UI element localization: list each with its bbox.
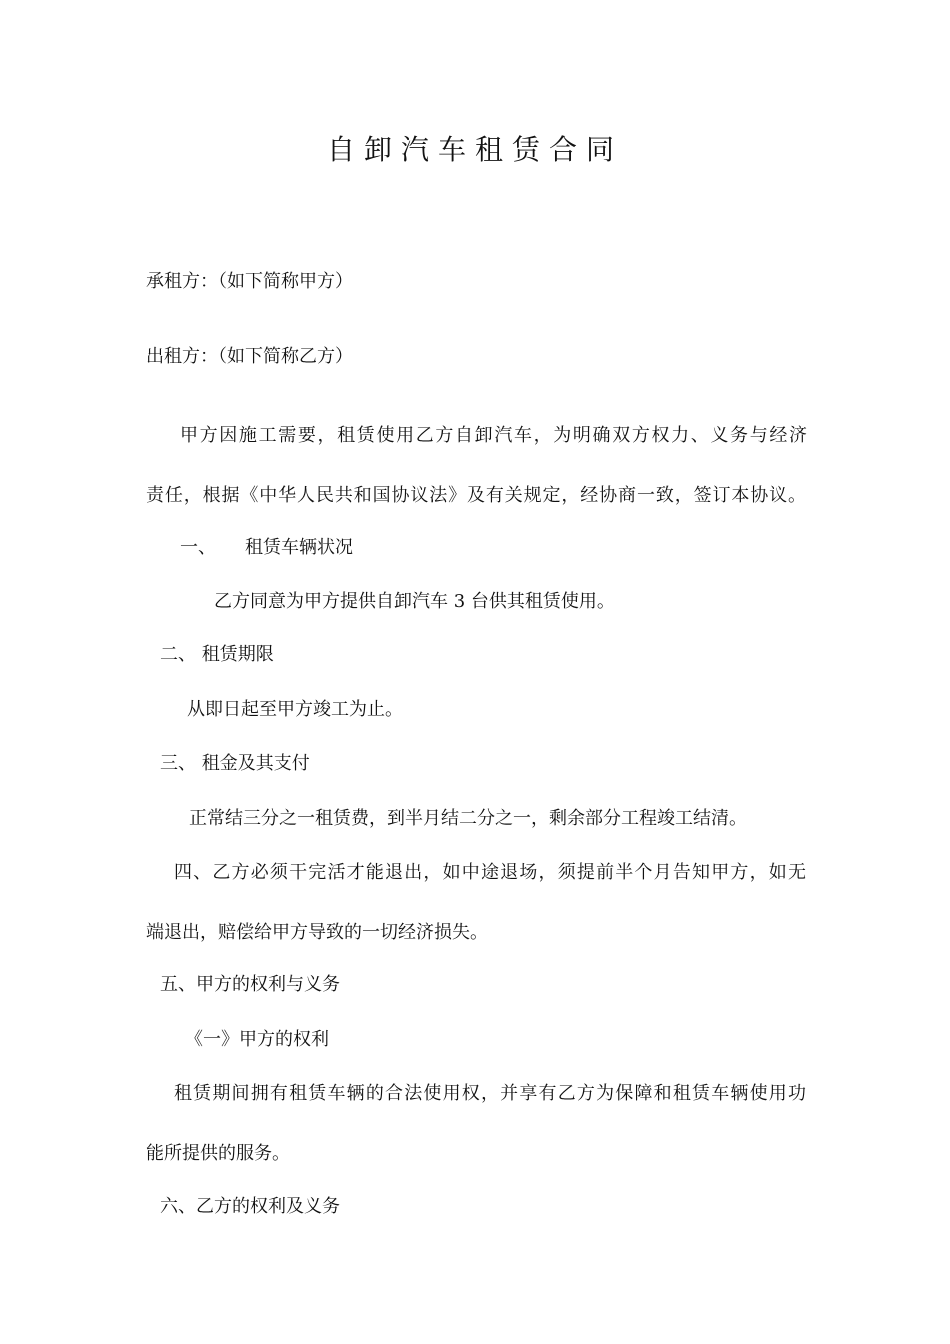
section-6-heading: 六、乙方的权利及义务 [160, 1196, 340, 1217]
section-1-number: 一、 [180, 537, 216, 558]
section-4-line-2: 端退出，赔偿给甲方导致的一切经济损失。 [146, 922, 488, 943]
intro-paragraph-line-2: 责任，根据《中华人民共和国协议法》及有关规定，经协商一致，签订本协议。 [146, 485, 806, 506]
section-5-subheading-1: 《一》甲方的权利 [185, 1029, 329, 1050]
section-5-body-line-2: 能所提供的服务。 [146, 1143, 290, 1164]
section-1-body: 乙方同意为甲方提供自卸汽车 3 台供其租赁使用。 [214, 591, 615, 612]
section-3-body: 正常结三分之一租赁费，到半月结二分之一，剩余部分工程竣工结清。 [189, 808, 747, 829]
section-3-heading: 三、 租金及其支付 [160, 753, 310, 774]
lessor-line: 出租方：（如下简称乙方） [146, 346, 353, 367]
section-1-heading: 租赁车辆状况 [245, 537, 353, 558]
section-5-heading: 五、甲方的权利与义务 [160, 974, 340, 995]
lessee-line: 承租方：（如下简称甲方） [146, 271, 353, 292]
section-5-body-line-1: 租赁期间拥有租赁车辆的合法使用权，并享有乙方为保障和租赁车辆使用功 [174, 1083, 806, 1104]
intro-paragraph-line-1: 甲方因施工需要，租赁使用乙方自卸汽车，为明确双方权力、义务与经济 [180, 425, 807, 446]
section-2-heading: 二、 租赁期限 [160, 644, 274, 665]
document-title: 自卸汽车租赁合同 [326, 133, 623, 166]
section-2-body: 从即日起至甲方竣工为止。 [187, 699, 403, 720]
section-4-line-1: 四、乙方必须干完活才能退出，如中途退场，须提前半个月告知甲方，如无 [174, 862, 806, 883]
